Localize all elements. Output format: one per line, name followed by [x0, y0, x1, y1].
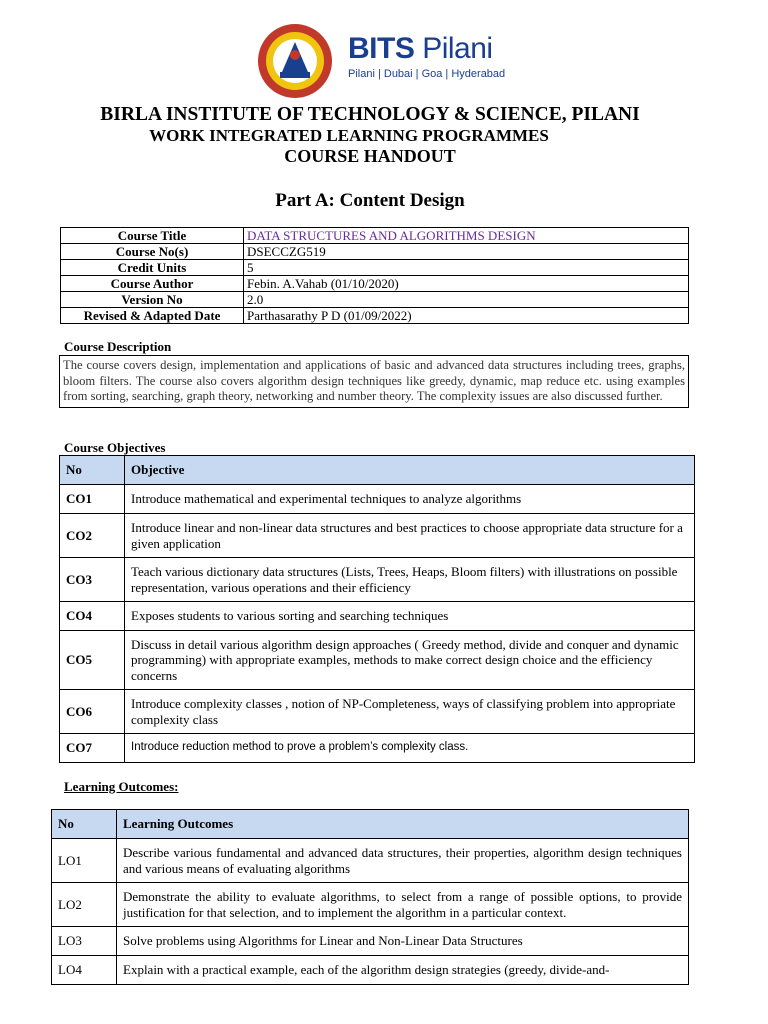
row-id: CO6 [60, 690, 125, 734]
institute-seal-icon [250, 22, 340, 100]
row-id: LO4 [52, 956, 117, 985]
course-info-table [60, 227, 689, 324]
row-text: Discuss in detail various algorithm design approaches ( Greedy method, divide and conquer and dynamic programming) with appropriate examples, methods to make correct design choice and the efficiency concerns [125, 631, 695, 690]
column-header-no: No [52, 810, 117, 839]
column-header-no: No [60, 456, 125, 485]
row-id: CO5 [60, 631, 125, 690]
row-id: CO4 [60, 602, 125, 631]
table-row [52, 883, 689, 927]
row-id: CO2 [60, 514, 125, 558]
objectives-heading: Course Objectives [64, 440, 166, 455]
row-text: Introduce complexity classes , notion of NP-Completeness, ways of classifying problem into appropriate complexity class [125, 690, 695, 734]
row-id: CO7 [60, 734, 125, 763]
course-info-value: DATA STRUCTURES AND ALGORITHMS DESIGN [244, 228, 689, 244]
part-title: Part A: Content Design [275, 190, 465, 211]
course-info-value: 2.0 [244, 292, 689, 308]
course-info-value: DSECCZG519 [244, 244, 689, 260]
outcomes-heading: Learning Outcomes: [64, 779, 179, 794]
course-info-label: Course Author [61, 276, 244, 292]
table-header-row [52, 810, 689, 839]
document-title: COURSE HANDOUT [284, 146, 456, 166]
description-box: The course covers design, implementation and applications of basic and advanced data structures including trees, graphs, bloom filters. The course also covers algorithm design techniques like greedy, dynamic, map reduce etc. using examples from sorting, searching, graph theory, networking and number theory. The complexity issues are also discussed further. [59, 355, 689, 408]
row-text: Introduce reduction method to prove a problem’s complexity class. [125, 734, 695, 763]
row-id: LO1 [52, 839, 117, 883]
row-text: Solve problems using Algorithms for Linear and Non-Linear Data Structures [117, 927, 689, 956]
programme-name: WORK INTEGRATED LEARNING PROGRAMMES [149, 126, 549, 145]
institute-name: BIRLA INSTITUTE OF TECHNOLOGY & SCIENCE, PILANI [100, 104, 640, 125]
row-id: CO3 [60, 558, 125, 602]
course-info-label: Course No(s) [61, 244, 244, 260]
column-header-objective: Objective [125, 456, 695, 485]
outcomes-table [51, 809, 689, 985]
course-info-value: Parthasarathy P D (01/09/2022) [244, 308, 689, 324]
row-text: Describe various fundamental and advanced data structures, their properties, algorithm design techniques and various means of evaluating algorithms [117, 839, 689, 883]
course-info-row [61, 228, 689, 244]
course-info-value: Febin. A.Vahab (01/10/2020) [244, 276, 689, 292]
course-info-row [61, 308, 689, 324]
course-info-label: Course Title [61, 228, 244, 244]
table-row [60, 734, 695, 763]
table-row [60, 558, 695, 602]
brand-name: BITS Pilani [348, 32, 493, 65]
table-row [60, 631, 695, 690]
objectives-table [59, 455, 695, 763]
table-row [52, 839, 689, 883]
row-id: CO1 [60, 485, 125, 514]
course-info-row [61, 260, 689, 276]
description-heading: Course Description [64, 339, 172, 354]
table-header-row [60, 456, 695, 485]
row-text: Explain with a practical example, each of the algorithm design strategies (greedy, divide-and- [117, 956, 689, 985]
course-info-value: 5 [244, 260, 689, 276]
table-row [52, 956, 689, 985]
row-text: Teach various dictionary data structures (Lists, Trees, Heaps, Bloom filters) with illustrations on possible representation, various operations and their efficiency [125, 558, 695, 602]
column-header-outcomes: Learning Outcomes [117, 810, 689, 839]
course-info-row [61, 292, 689, 308]
row-text: Exposes students to various sorting and searching techniques [125, 602, 695, 631]
course-info-row [61, 276, 689, 292]
row-id: LO3 [52, 927, 117, 956]
row-text: Demonstrate the ability to evaluate algorithms, to select from a range of possible options, to provide justification for that selection, and to implement the algorithm in a particular context. [117, 883, 689, 927]
table-row [60, 485, 695, 514]
table-row [60, 602, 695, 631]
table-row [52, 927, 689, 956]
brand-block [348, 34, 505, 80]
table-row [60, 514, 695, 558]
course-info-label: Credit Units [61, 260, 244, 276]
course-info-label: Version No [61, 292, 244, 308]
row-text: Introduce mathematical and experimental techniques to analyze algorithms [125, 485, 695, 514]
bits-logo [250, 22, 520, 100]
table-row [60, 690, 695, 734]
course-info-label: Revised & Adapted Date [61, 308, 244, 324]
row-text: Introduce linear and non-linear data structures and best practices to choose appropriate data structure for a given application [125, 514, 695, 558]
course-info-row [61, 244, 689, 260]
row-id: LO2 [52, 883, 117, 927]
brand-campuses: Pilani | Dubai | Goa | Hyderabad [348, 68, 506, 80]
